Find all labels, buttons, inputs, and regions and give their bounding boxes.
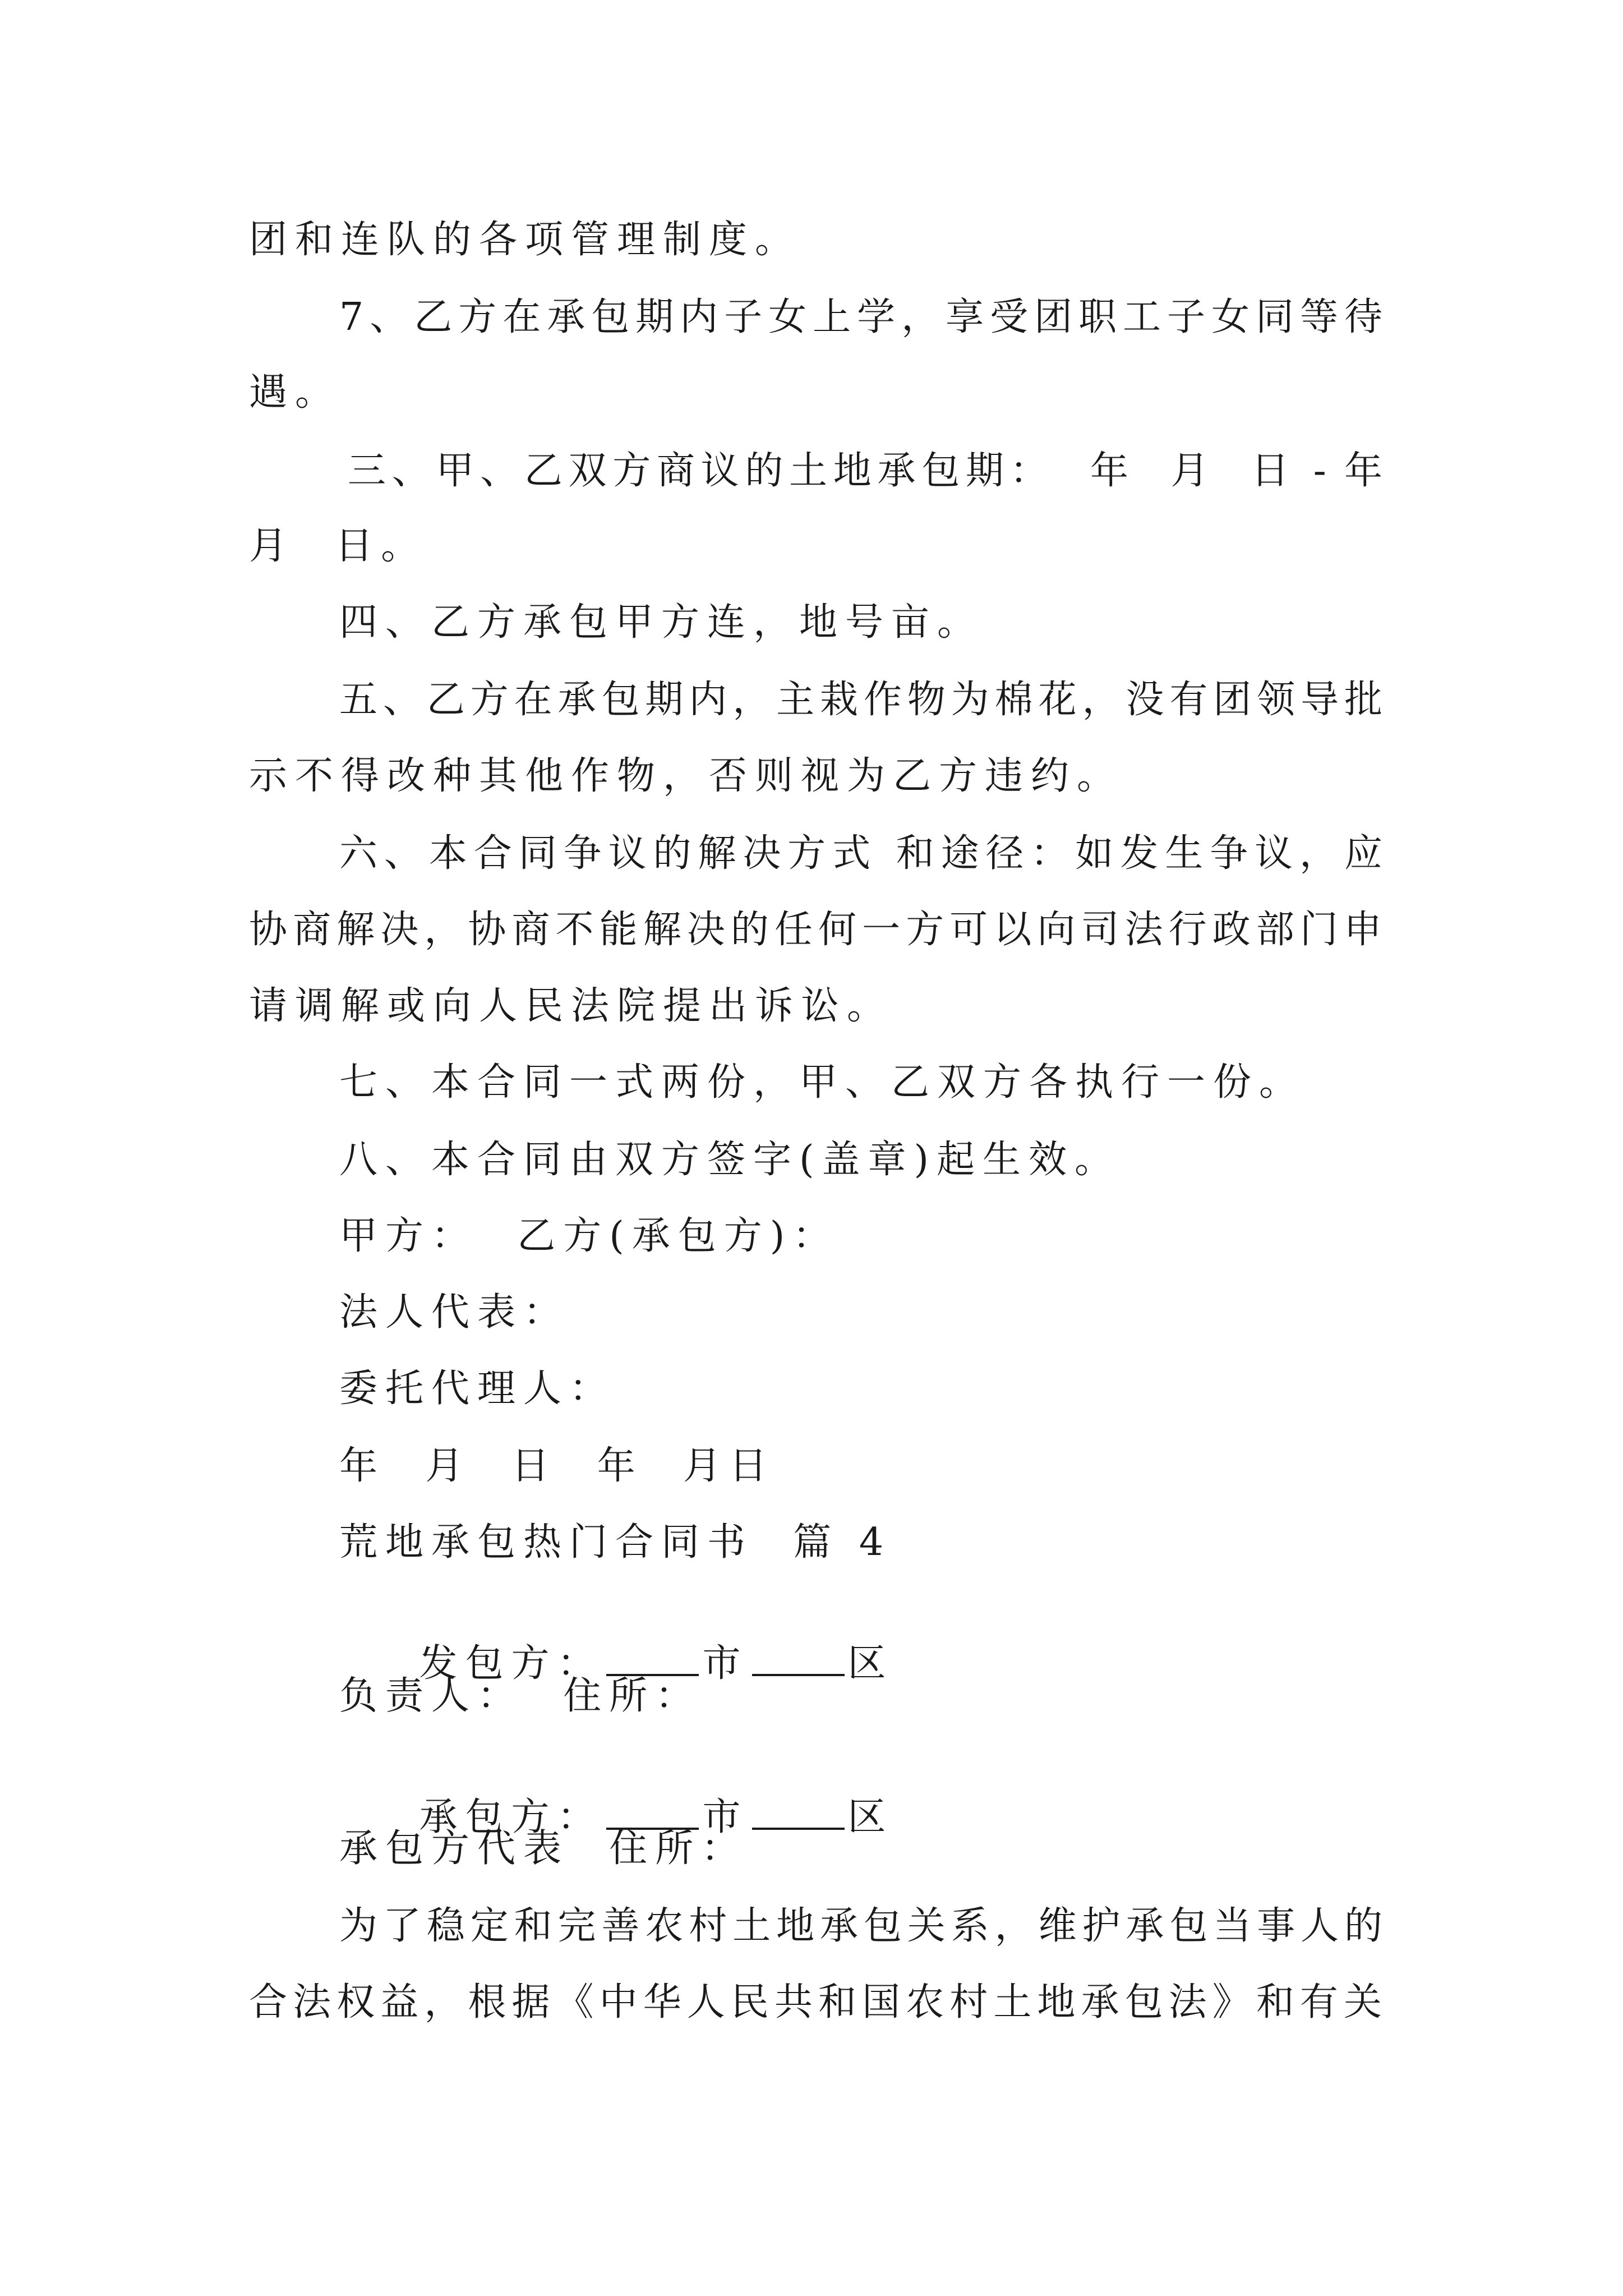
text-line: 五、乙方在承包期内，主栽作物为棉花，没有团领导批 bbox=[339, 678, 1382, 722]
text-line: 甲方： 乙方(承包方)： bbox=[339, 1214, 839, 1258]
text-line: 月 日。 bbox=[249, 524, 427, 568]
section-heading: 荒地承包热门合同书 篇 4 bbox=[339, 1520, 892, 1565]
text-line: 八、本合同由双方签字(盖章)起生效。 bbox=[339, 1138, 1121, 1182]
blank-field bbox=[606, 1796, 699, 1830]
text-line: 委托代理人： bbox=[339, 1366, 616, 1411]
fabaofang-label: 发包方： bbox=[419, 1641, 603, 1686]
text-line: 团和连队的各项管理制度。 bbox=[249, 218, 801, 262]
text-line: 承包方代表 住所： bbox=[339, 1826, 748, 1871]
qu-label: 区 bbox=[847, 1641, 894, 1686]
blank-field bbox=[606, 1642, 699, 1676]
text-line: 请调解或向人民法院提出诉讼。 bbox=[249, 984, 893, 1028]
text-line: 七、本合同一式两份，甲、乙双方各执行一份。 bbox=[339, 1060, 1306, 1105]
text-line: 三、甲、乙双方商议的土地承包期： 年 月 日 - 年 bbox=[348, 449, 1382, 493]
text-line: 六、本合同争议的解决方式 和途径：如发生争议，应 bbox=[339, 831, 1382, 876]
text-line: 合法权益，根据《中华人民共和国农村土地承包法》和有关 bbox=[249, 1980, 1382, 2024]
chengbaofang-label: 承包方： bbox=[419, 1795, 603, 1839]
text-line: 法人代表： bbox=[339, 1290, 570, 1335]
chengbaofang-line bbox=[339, 1750, 894, 1839]
text-line: 负责人： 住所： bbox=[339, 1674, 702, 1718]
text-line: 协商解决，协商不能解决的任何一方可以向司法行政部门申 bbox=[249, 908, 1382, 952]
blank-field bbox=[752, 1796, 845, 1830]
text-line: 7、乙方在承包期内子女上学，享受团职工子女同等待 bbox=[339, 295, 1382, 339]
fabaofang-line bbox=[339, 1596, 894, 1686]
blank-field bbox=[752, 1642, 845, 1676]
text-line: 遇。 bbox=[249, 370, 342, 415]
text-line: 年 月 日 年 月日 bbox=[339, 1444, 775, 1488]
text-line: 为了稳定和完善农村土地承包关系，维护承包当事人的 bbox=[339, 1904, 1382, 1948]
shi-label: 市 bbox=[702, 1795, 749, 1839]
text-line: 四、乙方承包甲方连，地号亩。 bbox=[339, 600, 984, 645]
shi-label: 市 bbox=[702, 1641, 749, 1686]
qu-label: 区 bbox=[847, 1795, 894, 1839]
text-line: 示不得改种其他作物，否则视为乙方违约。 bbox=[249, 754, 1123, 798]
